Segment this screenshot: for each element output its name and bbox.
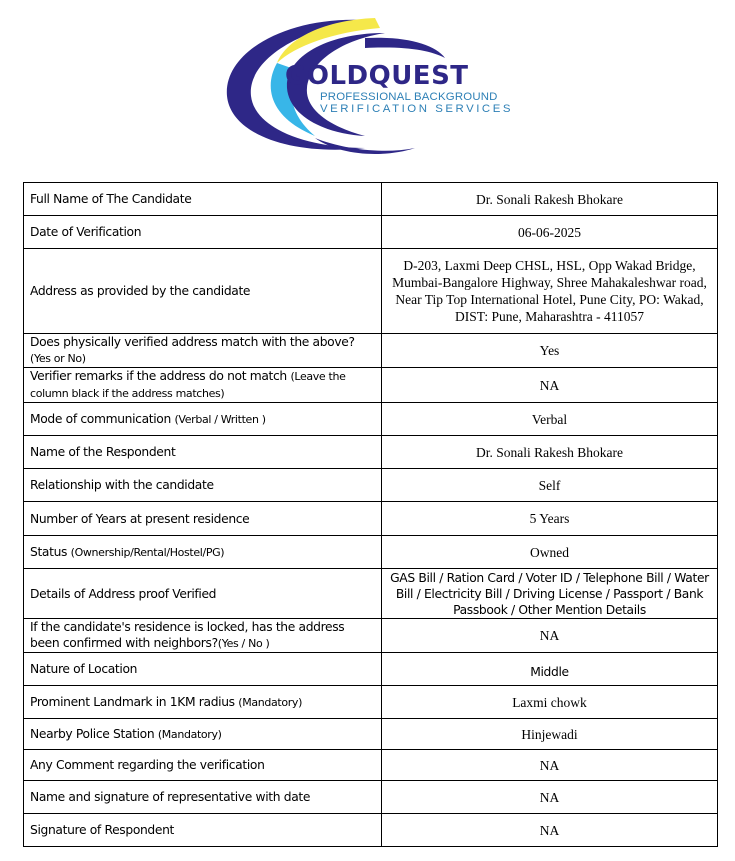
table-row	[24, 536, 718, 569]
row-label	[24, 216, 382, 249]
row-label	[24, 368, 382, 403]
label-text: If the candidate's residence is locked, has the address been confirmed with neighbors?	[30, 620, 345, 650]
table-row	[24, 368, 718, 403]
row-value: NA	[382, 814, 718, 847]
label-text: Status	[30, 544, 71, 559]
table-row	[24, 216, 718, 249]
row-label	[24, 334, 382, 368]
table-row	[24, 653, 718, 686]
row-value: Dr. Sonali Rakesh Bhokare	[382, 183, 718, 216]
row-label	[24, 653, 382, 686]
table-row	[24, 569, 718, 619]
label-note: (Verbal / Written )	[174, 412, 266, 426]
verification-report-table	[23, 182, 718, 847]
table-row	[24, 403, 718, 436]
row-value: 5 Years	[382, 502, 718, 536]
row-value: 06-06-2025	[382, 216, 718, 249]
row-label	[24, 619, 382, 653]
row-label	[24, 183, 382, 216]
table-row	[24, 334, 718, 368]
label-text: Nature of Location	[30, 662, 138, 676]
row-value: Verbal	[382, 403, 718, 436]
label-text: Number of Years at present residence	[30, 511, 250, 526]
logo-brand	[285, 63, 525, 89]
row-value: Yes	[382, 334, 718, 368]
label-text: Date of Verification	[30, 225, 142, 239]
table-row	[24, 719, 718, 750]
logo-brand-quest: QUEST	[368, 61, 469, 91]
row-value: Owned	[382, 536, 718, 569]
label-note: (Leave the column black if the address matches)	[30, 370, 346, 400]
label-note: (Yes / No )	[217, 637, 270, 650]
row-value: D-203, Laxmi Deep CHSL, HSL, Opp Wakad Bridge, Mumbai-Bangalore Highway, Shree Mahakaleshwar road, Near Tip Top International Hotel, Pune City, PO: Wakad, DIST: Pune, Maharashtra - 411057	[382, 249, 718, 334]
row-label	[24, 536, 382, 569]
row-label	[24, 719, 382, 750]
label-text: Name of the Respondent	[30, 445, 176, 459]
label-text: Full Name of The Candidate	[30, 192, 192, 206]
row-label	[24, 686, 382, 719]
label-text: Verifier remarks if the address do not match	[30, 369, 291, 383]
row-label	[24, 469, 382, 502]
row-value: Middle	[382, 653, 718, 686]
row-value: NA	[382, 619, 718, 653]
label-text: Nearby Police Station	[30, 726, 158, 741]
label-text: Address as provided by the candidate	[30, 284, 251, 298]
table-row	[24, 502, 718, 536]
table-row	[24, 619, 718, 653]
row-label	[24, 750, 382, 781]
row-value: GAS Bill / Ration Card / Voter ID / Telephone Bill / Water Bill / Electricity Bill / Driving License / Passport / Bank Passbook / Other Mention Details	[382, 569, 718, 619]
table-row	[24, 814, 718, 847]
label-text: Relationship with the candidate	[30, 478, 214, 492]
goldquest-logo	[215, 8, 535, 158]
label-note: (Mandatory)	[238, 695, 303, 709]
label-text: Mode of communication	[30, 411, 175, 426]
label-text: Name and signature of representative with date	[30, 790, 311, 804]
row-label	[24, 781, 382, 814]
table-row	[24, 249, 718, 334]
row-label	[24, 436, 382, 469]
label-text: Details of Address proof Verified	[30, 586, 217, 601]
logo-tagline-2: VERIFICATION SERVICES	[320, 103, 514, 115]
row-label	[24, 249, 382, 334]
table-row	[24, 750, 718, 781]
row-value: Dr. Sonali Rakesh Bhokare	[382, 436, 718, 469]
row-value: NA	[382, 368, 718, 403]
table-row	[24, 469, 718, 502]
row-value: Self	[382, 469, 718, 502]
logo-tagline-1: PROFESSIONAL BACKGROUND	[320, 91, 498, 103]
row-value: NA	[382, 750, 718, 781]
table-row	[24, 781, 718, 814]
logo-brand-gold: GOLD	[285, 61, 369, 91]
row-label	[24, 502, 382, 536]
table-row	[24, 436, 718, 469]
table-row	[24, 686, 718, 719]
label-note: (Yes or No)	[30, 352, 86, 365]
logo-text-block	[285, 63, 525, 115]
row-value: NA	[382, 781, 718, 814]
label-text: Any Comment regarding the verification	[30, 758, 265, 772]
label-text: Signature of Respondent	[30, 823, 175, 837]
row-label	[24, 569, 382, 619]
row-value: Hinjewadi	[382, 719, 718, 750]
row-label	[24, 403, 382, 436]
row-value: Laxmi chowk	[382, 686, 718, 719]
row-label	[24, 814, 382, 847]
label-text: Does physically verified address match with the above?	[30, 335, 355, 349]
label-note: (Mandatory)	[157, 727, 222, 741]
label-text: Prominent Landmark in 1KM radius	[30, 694, 239, 709]
label-note: (Ownership/Rental/Hostel/PG)	[70, 545, 225, 559]
table-row	[24, 183, 718, 216]
